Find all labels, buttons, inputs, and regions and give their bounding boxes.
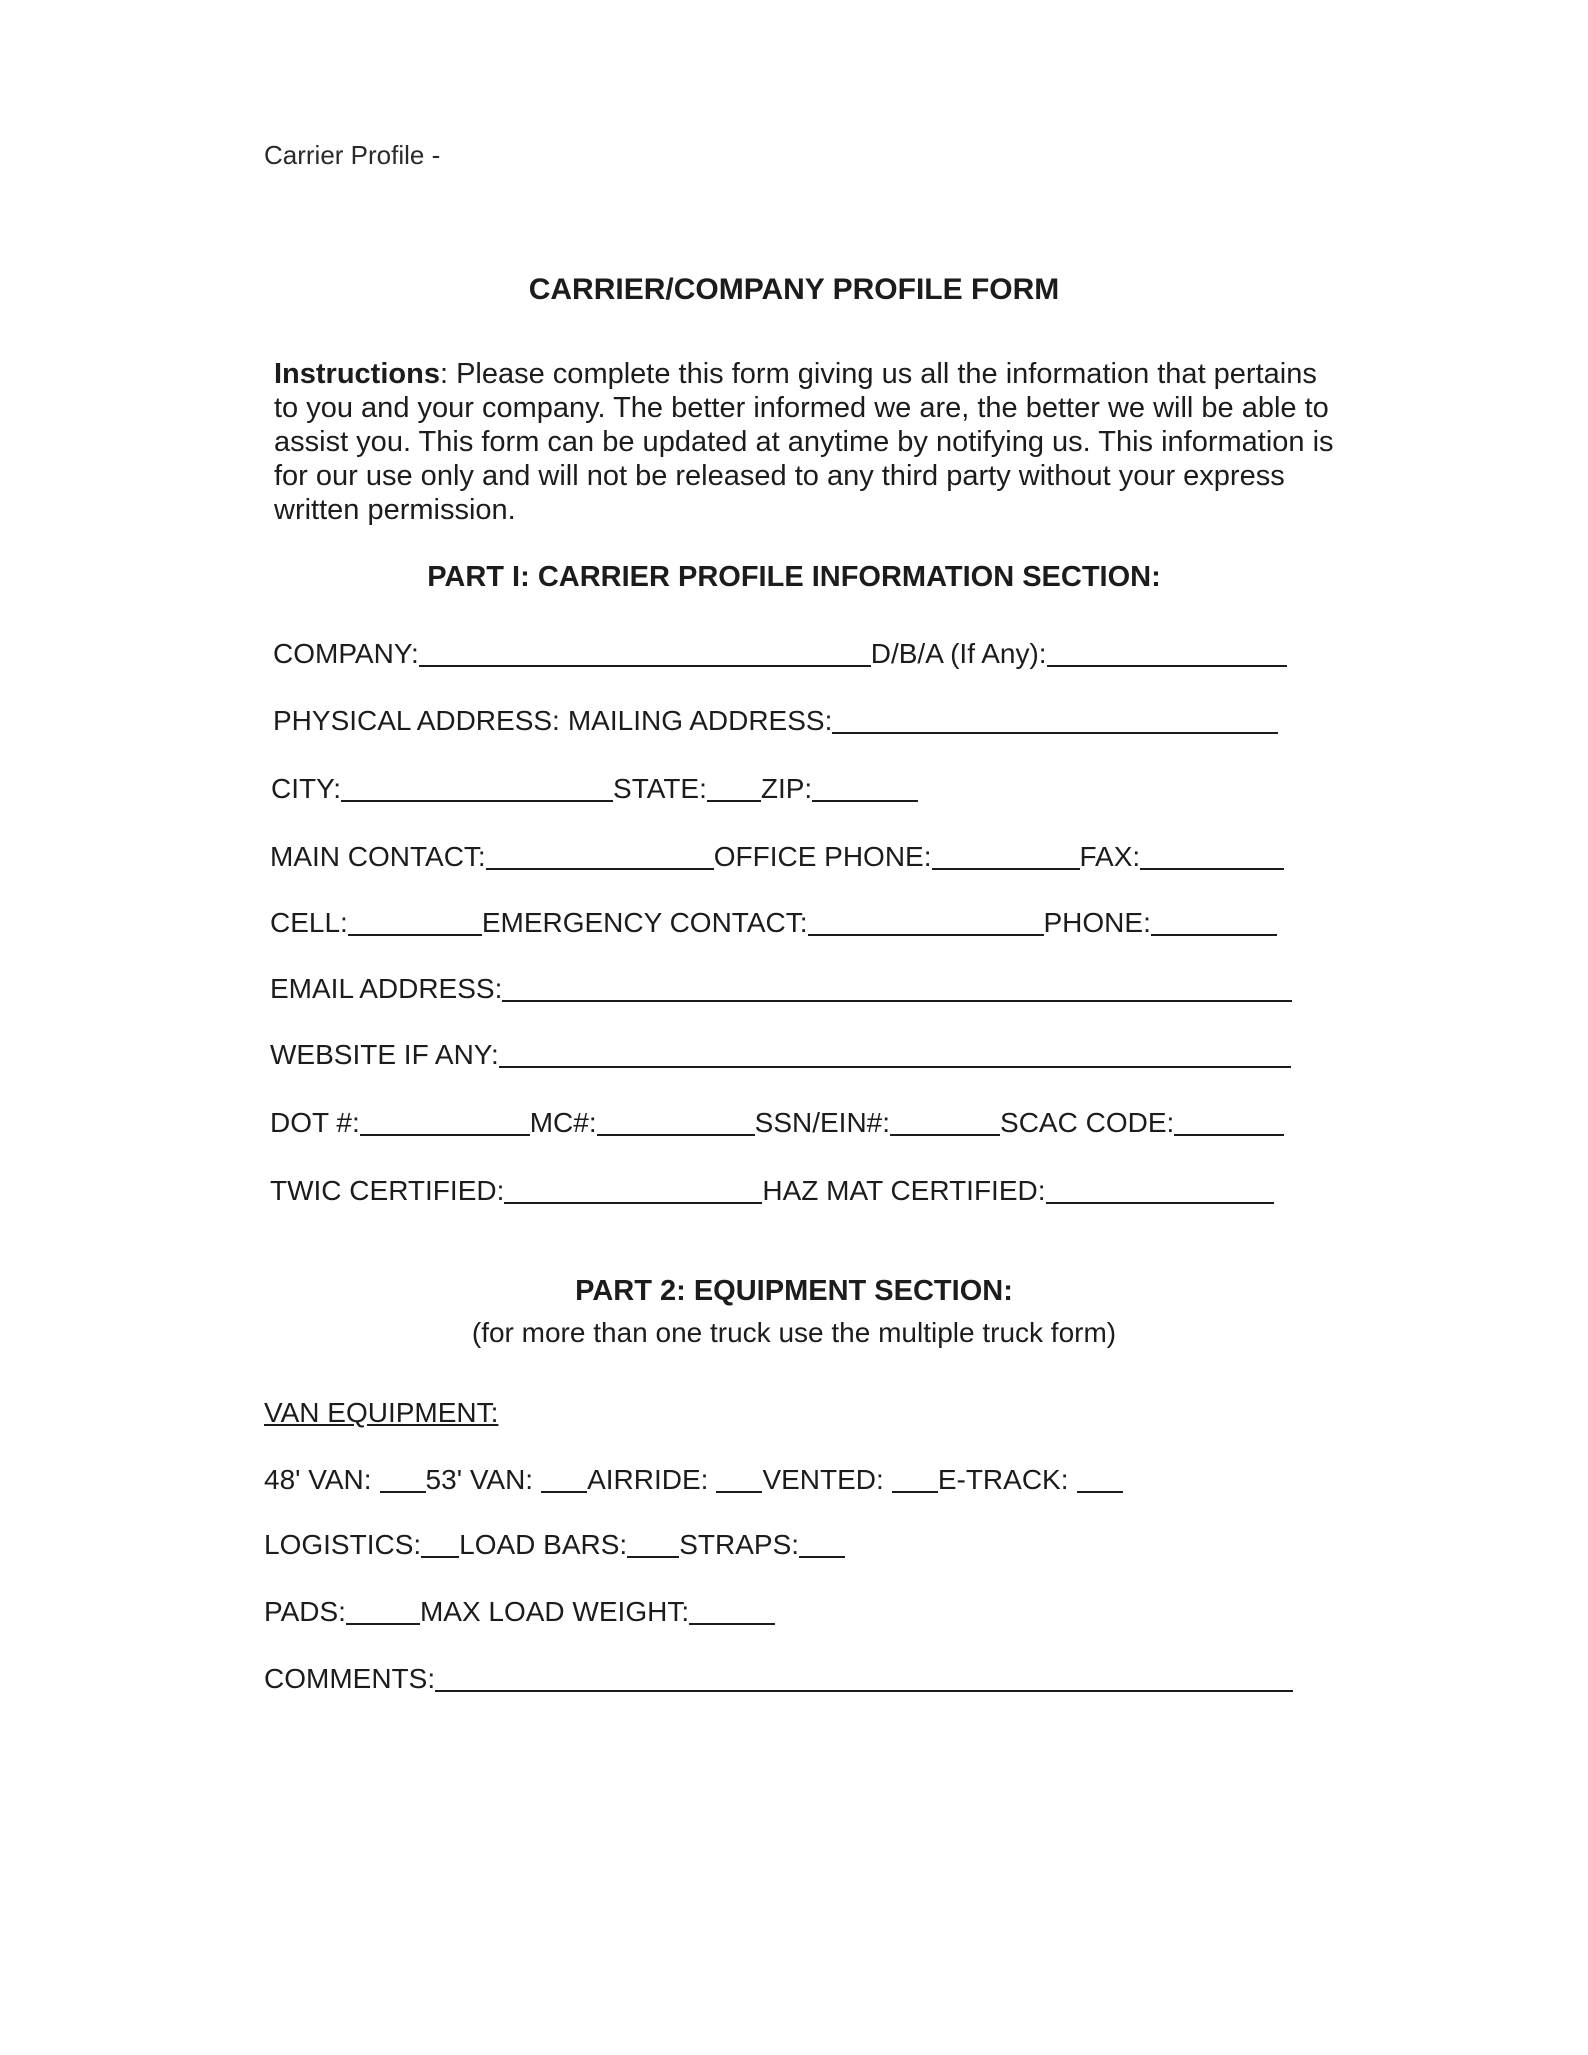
main-contact-label: MAIN CONTACT:: [270, 841, 486, 872]
emergency-contact-label: EMERGENCY CONTACT:: [481, 907, 808, 938]
vented-field[interactable]: [892, 1491, 938, 1493]
hazmat-label: HAZ MAT CERTIFIED:: [762, 1175, 1046, 1206]
contact-row: [270, 841, 1284, 873]
instructions-paragraph: [274, 357, 1334, 527]
etrack-label: E-TRACK:: [937, 1464, 1069, 1495]
vented-label: VENTED:: [762, 1464, 884, 1495]
emergency-contact-field[interactable]: [808, 934, 1044, 936]
comments-label: COMMENTS:: [264, 1663, 436, 1694]
straps-field[interactable]: [799, 1556, 845, 1558]
dot-label: DOT #:: [270, 1107, 360, 1138]
form-title: CARRIER/COMPANY PROFILE FORM: [528, 273, 1060, 306]
city-label: CITY:: [271, 773, 342, 804]
fax-field[interactable]: [1140, 868, 1284, 870]
email-row: [270, 973, 1292, 1005]
website-field[interactable]: [499, 1066, 1291, 1068]
city-field[interactable]: [341, 800, 613, 802]
comments-field[interactable]: [435, 1690, 1293, 1692]
company-field[interactable]: [419, 665, 871, 667]
hazmat-field[interactable]: [1046, 1202, 1274, 1204]
physical-address-label: PHYSICAL ADDRESS:: [273, 705, 560, 736]
email-label: EMAIL ADDRESS:: [270, 973, 503, 1004]
company-label: COMPANY:: [273, 638, 419, 669]
etrack-field[interactable]: [1077, 1491, 1123, 1493]
mailing-address-field[interactable]: [832, 732, 1278, 734]
main-contact-field[interactable]: [486, 868, 714, 870]
airride-field[interactable]: [716, 1491, 762, 1493]
twic-label: TWIC CERTIFIED:: [270, 1175, 505, 1206]
instructions-text: : Please complete this form giving us all the information that pertains to you and your company. The better informed we are, the better we will be able to assist you. This form can be updated at anytime by notifying us. This information is for our use only and will not be released to any third party without your express written permission.: [274, 358, 1334, 526]
city-row: [271, 773, 918, 805]
website-label: WEBSITE IF ANY:: [270, 1039, 499, 1070]
van53-field[interactable]: [541, 1491, 587, 1493]
logistics-label: LOGISTICS:: [264, 1529, 422, 1560]
mc-field[interactable]: [597, 1134, 755, 1136]
state-field[interactable]: [707, 800, 761, 802]
page-header: Carrier Profile -: [264, 140, 441, 170]
max-load-weight-label: MAX LOAD WEIGHT:: [419, 1596, 690, 1627]
email-field[interactable]: [502, 1000, 1292, 1002]
comments-row: [264, 1663, 1293, 1695]
certification-row: [270, 1175, 1274, 1207]
logistics-field[interactable]: [421, 1556, 459, 1558]
scac-field[interactable]: [1174, 1134, 1284, 1136]
van48-label: 48' VAN:: [264, 1464, 372, 1495]
load-bars-label: LOAD BARS:: [459, 1529, 628, 1560]
state-label: STATE:: [613, 773, 707, 804]
airride-label: AIRRIDE:: [587, 1464, 709, 1495]
pads-row: [264, 1596, 775, 1628]
mc-label: MC#:: [529, 1107, 597, 1138]
van-equipment-heading: VAN EQUIPMENT:: [264, 1397, 499, 1428]
emergency-phone-field[interactable]: [1151, 934, 1277, 936]
ssn-ein-field[interactable]: [890, 1134, 1000, 1136]
ids-row: [270, 1107, 1284, 1139]
dba-field[interactable]: [1047, 665, 1287, 667]
twic-field[interactable]: [504, 1202, 762, 1204]
company-row: [273, 638, 1287, 670]
cell-field[interactable]: [348, 934, 482, 936]
van53-label: 53' VAN:: [425, 1464, 534, 1495]
load-bars-field[interactable]: [627, 1556, 679, 1558]
zip-label: ZIP:: [760, 773, 813, 804]
instructions-lead: Instructions: [274, 358, 440, 390]
van48-field[interactable]: [380, 1491, 426, 1493]
mailing-address-label: MAILING ADDRESS:: [567, 705, 833, 736]
logistics-row: [264, 1529, 845, 1561]
emergency-phone-label: PHONE:: [1043, 907, 1151, 938]
cell-label: CELL:: [270, 907, 348, 938]
fax-label: FAX:: [1079, 841, 1141, 872]
part1-heading: PART I: CARRIER PROFILE INFORMATION SECTION:: [427, 561, 1161, 593]
max-load-weight-field[interactable]: [689, 1623, 775, 1625]
van-types-row: [264, 1464, 1123, 1496]
website-row: [270, 1039, 1291, 1071]
dba-label: D/B/A (If Any):: [870, 638, 1047, 669]
dot-field[interactable]: [360, 1134, 530, 1136]
address-row: [273, 705, 1278, 737]
pads-field[interactable]: [346, 1623, 420, 1625]
emergency-row: [270, 907, 1277, 939]
office-phone-field[interactable]: [932, 868, 1080, 870]
ssn-ein-label: SSN/EIN#:: [754, 1107, 891, 1138]
office-phone-label: OFFICE PHONE:: [713, 841, 932, 872]
pads-label: PADS:: [264, 1596, 346, 1627]
straps-label: STRAPS:: [679, 1529, 800, 1560]
scac-label: SCAC CODE:: [1000, 1107, 1175, 1138]
zip-field[interactable]: [812, 800, 918, 802]
part2-subheading: (for more than one truck use the multiple truck form): [471, 1317, 1117, 1348]
part2-heading: PART 2: EQUIPMENT SECTION:: [575, 1275, 1013, 1307]
